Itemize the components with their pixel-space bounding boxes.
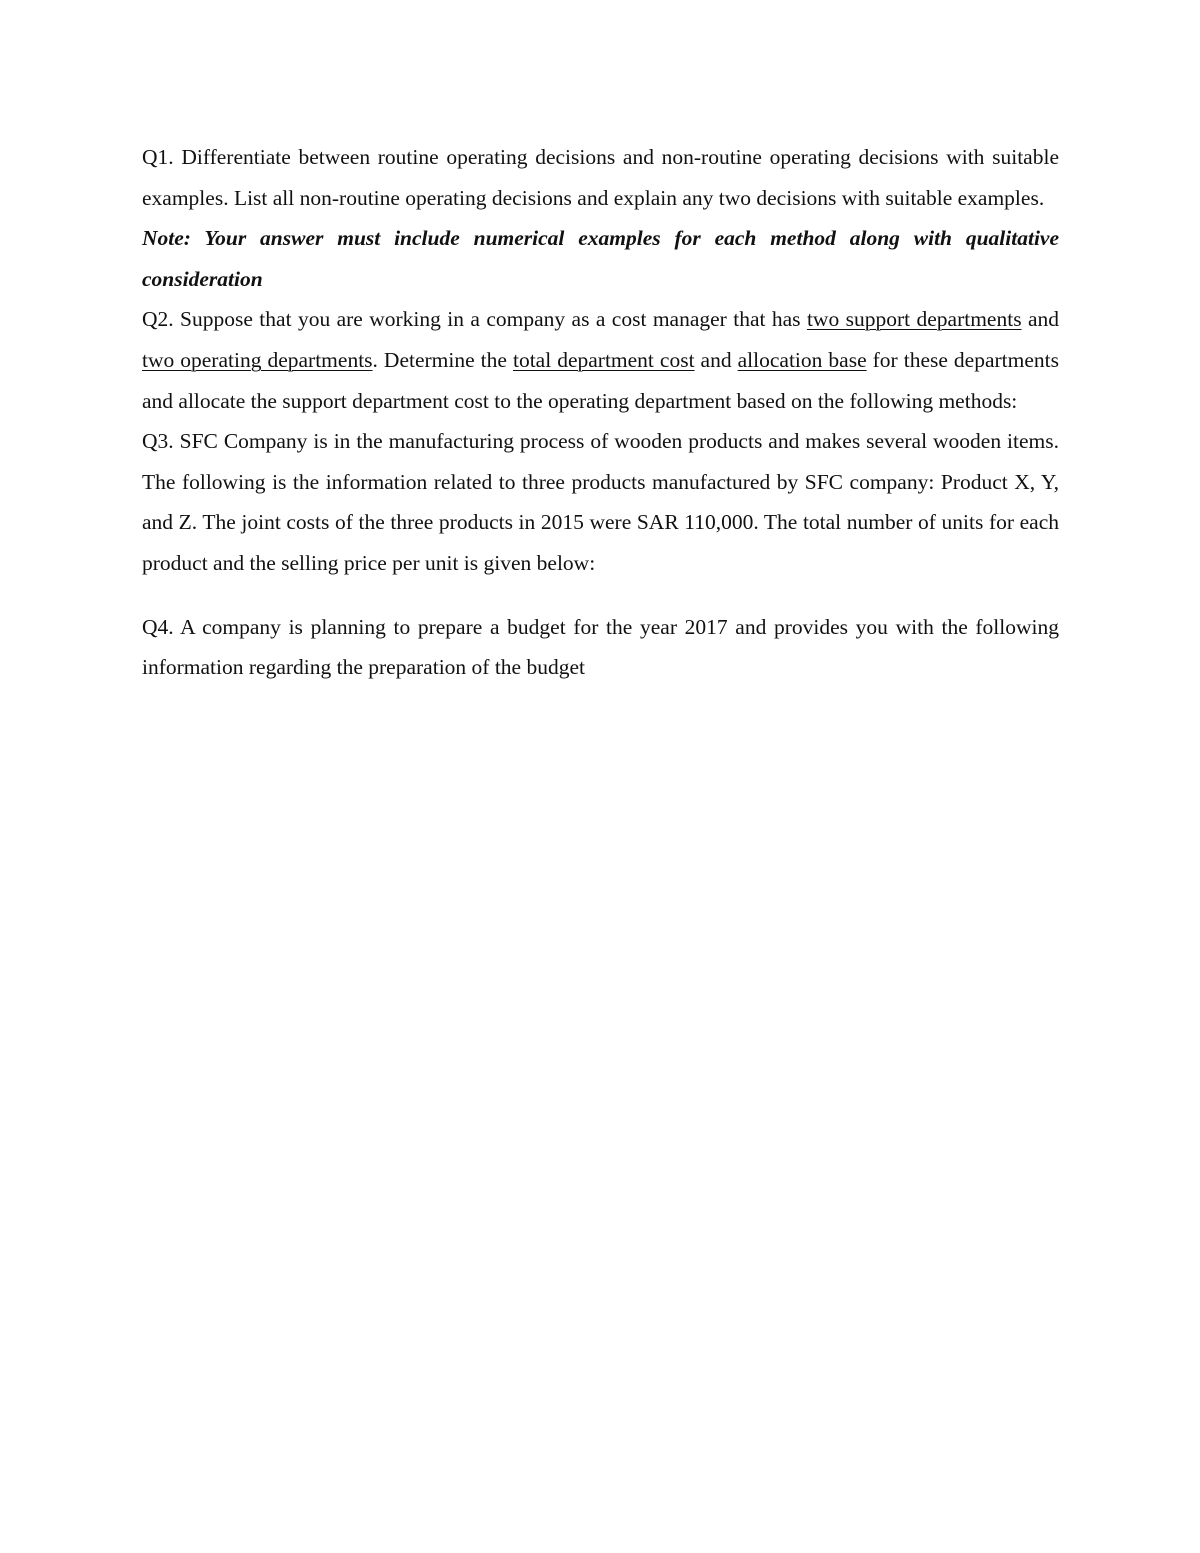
question-2-text-part1: Q2. Suppose that you are working in a company as a cost manager that has <box>142 307 807 332</box>
question-2-text-part2: and <box>1021 307 1060 332</box>
question-2 <box>142 299 1059 421</box>
question-1-text: Q1. Differentiate between routine operating decisions and non-routine operating decisions with suitable examples. List all non-routine operating decisions and explain any two decisions with suitable examples. <box>142 145 1059 210</box>
underlined-term-support-departments: two support departments <box>806 307 1022 332</box>
underlined-term-total-department-cost: total department cost <box>512 347 695 372</box>
question-2-text-part5: for these departments and allocate the support department cost to the operating department based on the following methods: <box>142 347 1059 413</box>
underlined-term-allocation-base: allocation base <box>737 347 867 372</box>
question-2-text-part3: . Determine the <box>372 347 513 372</box>
question-2-text-part4: and <box>694 347 738 372</box>
underlined-term-operating-departments: two operating departments <box>142 347 373 372</box>
question-3 <box>142 421 1059 583</box>
note-text: Note: Your answer must include numerical examples for each method along with qualitative consideration <box>142 226 1059 291</box>
question-4 <box>142 607 1059 688</box>
question-1 <box>142 137 1059 218</box>
document-body <box>142 137 1059 688</box>
question-4-text: Q4. A company is planning to prepare a budget for the year 2017 and provides you with the following information regarding the preparation of the budget <box>142 614 1059 680</box>
note-paragraph <box>142 218 1059 299</box>
question-3-text: Q3. SFC Company is in the manufacturing process of wooden products and makes several wooden items. The following is the information related to three products manufactured by SFC company: Product X, Y, and Z. The joint costs of the three products in 2015 were SAR 110,000. The total number of units for each product and the selling price per unit is given below: <box>142 429 1059 575</box>
